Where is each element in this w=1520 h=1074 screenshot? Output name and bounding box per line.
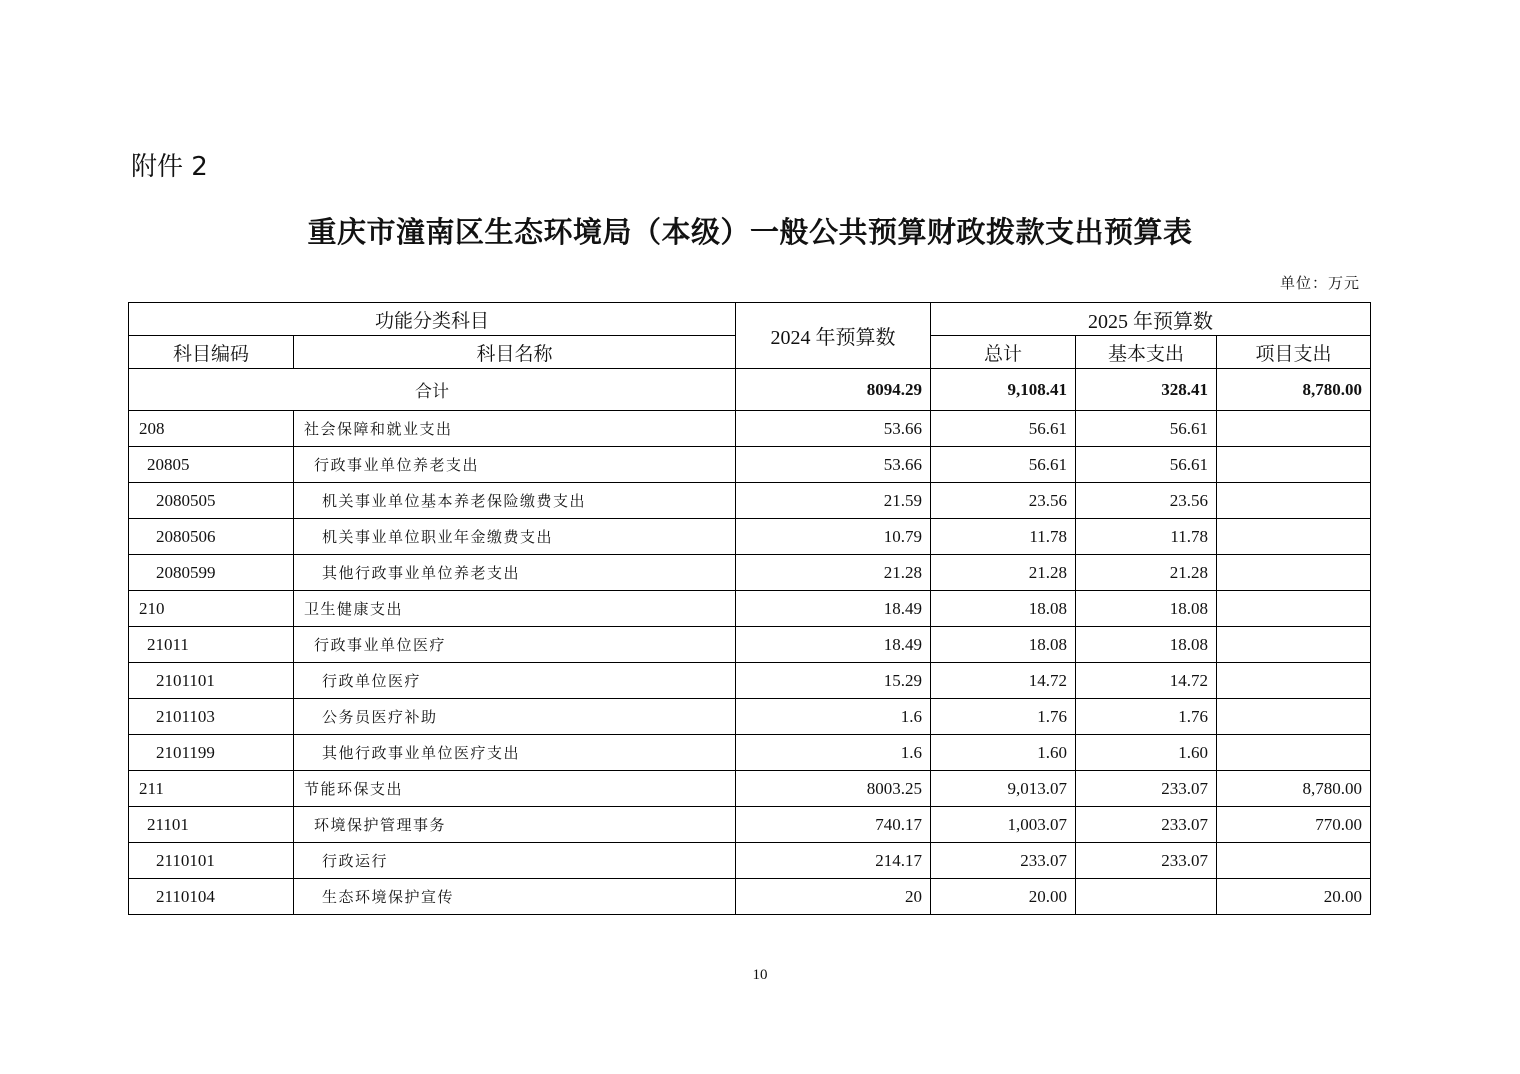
row-b2024: 21.59 [736, 483, 931, 519]
row-basic: 233.07 [1076, 771, 1217, 807]
row-name: 环境保护管理事务 [294, 807, 736, 843]
row-basic: 56.61 [1076, 447, 1217, 483]
row-b2024: 740.17 [736, 807, 931, 843]
row-code: 211 [129, 771, 294, 807]
row-total: 14.72 [931, 663, 1076, 699]
row-name: 行政事业单位医疗 [294, 627, 736, 663]
row-total: 18.08 [931, 627, 1076, 663]
row-total: 1.76 [931, 699, 1076, 735]
row-code: 2080599 [129, 555, 294, 591]
row-b2024: 8003.25 [736, 771, 931, 807]
row-name: 公务员医疗补助 [294, 699, 736, 735]
row-basic: 233.07 [1076, 807, 1217, 843]
row-code: 208 [129, 411, 294, 447]
table-row [129, 807, 1371, 843]
row-project [1217, 411, 1371, 447]
unit-label: 单位：万元 [1279, 274, 1360, 292]
row-b2024: 15.29 [736, 663, 931, 699]
row-code: 2080506 [129, 519, 294, 555]
row-basic: 21.28 [1076, 555, 1217, 591]
header-total: 总计 [931, 336, 1076, 369]
row-project [1217, 663, 1371, 699]
row-total: 56.61 [931, 447, 1076, 483]
annex-label: 附件 2 [131, 152, 208, 182]
row-total: 9,013.07 [931, 771, 1076, 807]
row-code: 210 [129, 591, 294, 627]
row-basic: 14.72 [1076, 663, 1217, 699]
row-b2024: 21.28 [736, 555, 931, 591]
table-row [129, 483, 1371, 519]
row-b2024: 53.66 [736, 447, 931, 483]
row-b2024: 53.66 [736, 411, 931, 447]
row-project: 8,780.00 [1217, 771, 1371, 807]
row-code: 2110104 [129, 879, 294, 915]
row-basic: 18.08 [1076, 627, 1217, 663]
row-basic: 18.08 [1076, 591, 1217, 627]
row-name: 节能环保支出 [294, 771, 736, 807]
row-name: 卫生健康支出 [294, 591, 736, 627]
row-b2024: 1.6 [736, 735, 931, 771]
row-name: 社会保障和就业支出 [294, 411, 736, 447]
total-total: 9,108.41 [931, 369, 1076, 411]
row-name: 其他行政事业单位养老支出 [294, 555, 736, 591]
table-row [129, 699, 1371, 735]
total-project: 8,780.00 [1217, 369, 1371, 411]
row-total: 1.60 [931, 735, 1076, 771]
row-b2024: 18.49 [736, 627, 931, 663]
header-code: 科目编码 [129, 336, 294, 369]
row-name: 行政事业单位养老支出 [294, 447, 736, 483]
row-code: 21011 [129, 627, 294, 663]
row-code: 2080505 [129, 483, 294, 519]
row-total: 56.61 [931, 411, 1076, 447]
row-b2024: 20 [736, 879, 931, 915]
row-total: 23.56 [931, 483, 1076, 519]
row-project: 770.00 [1217, 807, 1371, 843]
total-basic: 328.41 [1076, 369, 1217, 411]
header-name: 科目名称 [294, 336, 736, 369]
row-project [1217, 555, 1371, 591]
budget-table [128, 302, 1371, 915]
row-project [1217, 447, 1371, 483]
row-basic: 56.61 [1076, 411, 1217, 447]
row-total: 11.78 [931, 519, 1076, 555]
row-b2024: 1.6 [736, 699, 931, 735]
row-project [1217, 843, 1371, 879]
row-code: 20805 [129, 447, 294, 483]
row-project [1217, 483, 1371, 519]
row-project [1217, 735, 1371, 771]
table-row [129, 447, 1371, 483]
table-row [129, 735, 1371, 771]
row-total: 18.08 [931, 591, 1076, 627]
row-basic [1076, 879, 1217, 915]
header-basic: 基本支出 [1076, 336, 1217, 369]
row-total: 20.00 [931, 879, 1076, 915]
table-row [129, 411, 1371, 447]
row-project: 20.00 [1217, 879, 1371, 915]
page-number: 10 [752, 967, 768, 983]
row-code: 2110101 [129, 843, 294, 879]
table-row [129, 519, 1371, 555]
row-name: 行政运行 [294, 843, 736, 879]
header-budget-2025: 2025 年预算数 [931, 303, 1371, 336]
table-row [129, 771, 1371, 807]
total-label: 合计 [129, 369, 736, 411]
header-project: 项目支出 [1217, 336, 1371, 369]
page-title: 重庆市潼南区生态环境局（本级）一般公共预算财政拨款支出预算表 [307, 215, 1193, 249]
row-name: 生态环境保护宣传 [294, 879, 736, 915]
row-code: 2101199 [129, 735, 294, 771]
table-row [129, 879, 1371, 915]
row-b2024: 10.79 [736, 519, 931, 555]
row-total: 1,003.07 [931, 807, 1076, 843]
table-row [129, 627, 1371, 663]
row-total: 233.07 [931, 843, 1076, 879]
row-total: 21.28 [931, 555, 1076, 591]
header-budget-2024: 2024 年预算数 [736, 303, 931, 369]
table-row [129, 555, 1371, 591]
row-basic: 233.07 [1076, 843, 1217, 879]
total-b2024: 8094.29 [736, 369, 931, 411]
row-code: 2101101 [129, 663, 294, 699]
row-name: 机关事业单位基本养老保险缴费支出 [294, 483, 736, 519]
row-project [1217, 699, 1371, 735]
row-name: 其他行政事业单位医疗支出 [294, 735, 736, 771]
table-row [129, 591, 1371, 627]
header-functional: 功能分类科目 [129, 303, 736, 336]
row-basic: 23.56 [1076, 483, 1217, 519]
row-code: 2101103 [129, 699, 294, 735]
row-basic: 1.60 [1076, 735, 1217, 771]
row-project [1217, 591, 1371, 627]
row-name: 机关事业单位职业年金缴费支出 [294, 519, 736, 555]
total-row [129, 369, 1371, 411]
row-project [1217, 627, 1371, 663]
row-basic: 1.76 [1076, 699, 1217, 735]
row-name: 行政单位医疗 [294, 663, 736, 699]
table-row [129, 663, 1371, 699]
table-row [129, 843, 1371, 879]
row-basic: 11.78 [1076, 519, 1217, 555]
row-code: 21101 [129, 807, 294, 843]
row-b2024: 18.49 [736, 591, 931, 627]
row-b2024: 214.17 [736, 843, 931, 879]
row-project [1217, 519, 1371, 555]
